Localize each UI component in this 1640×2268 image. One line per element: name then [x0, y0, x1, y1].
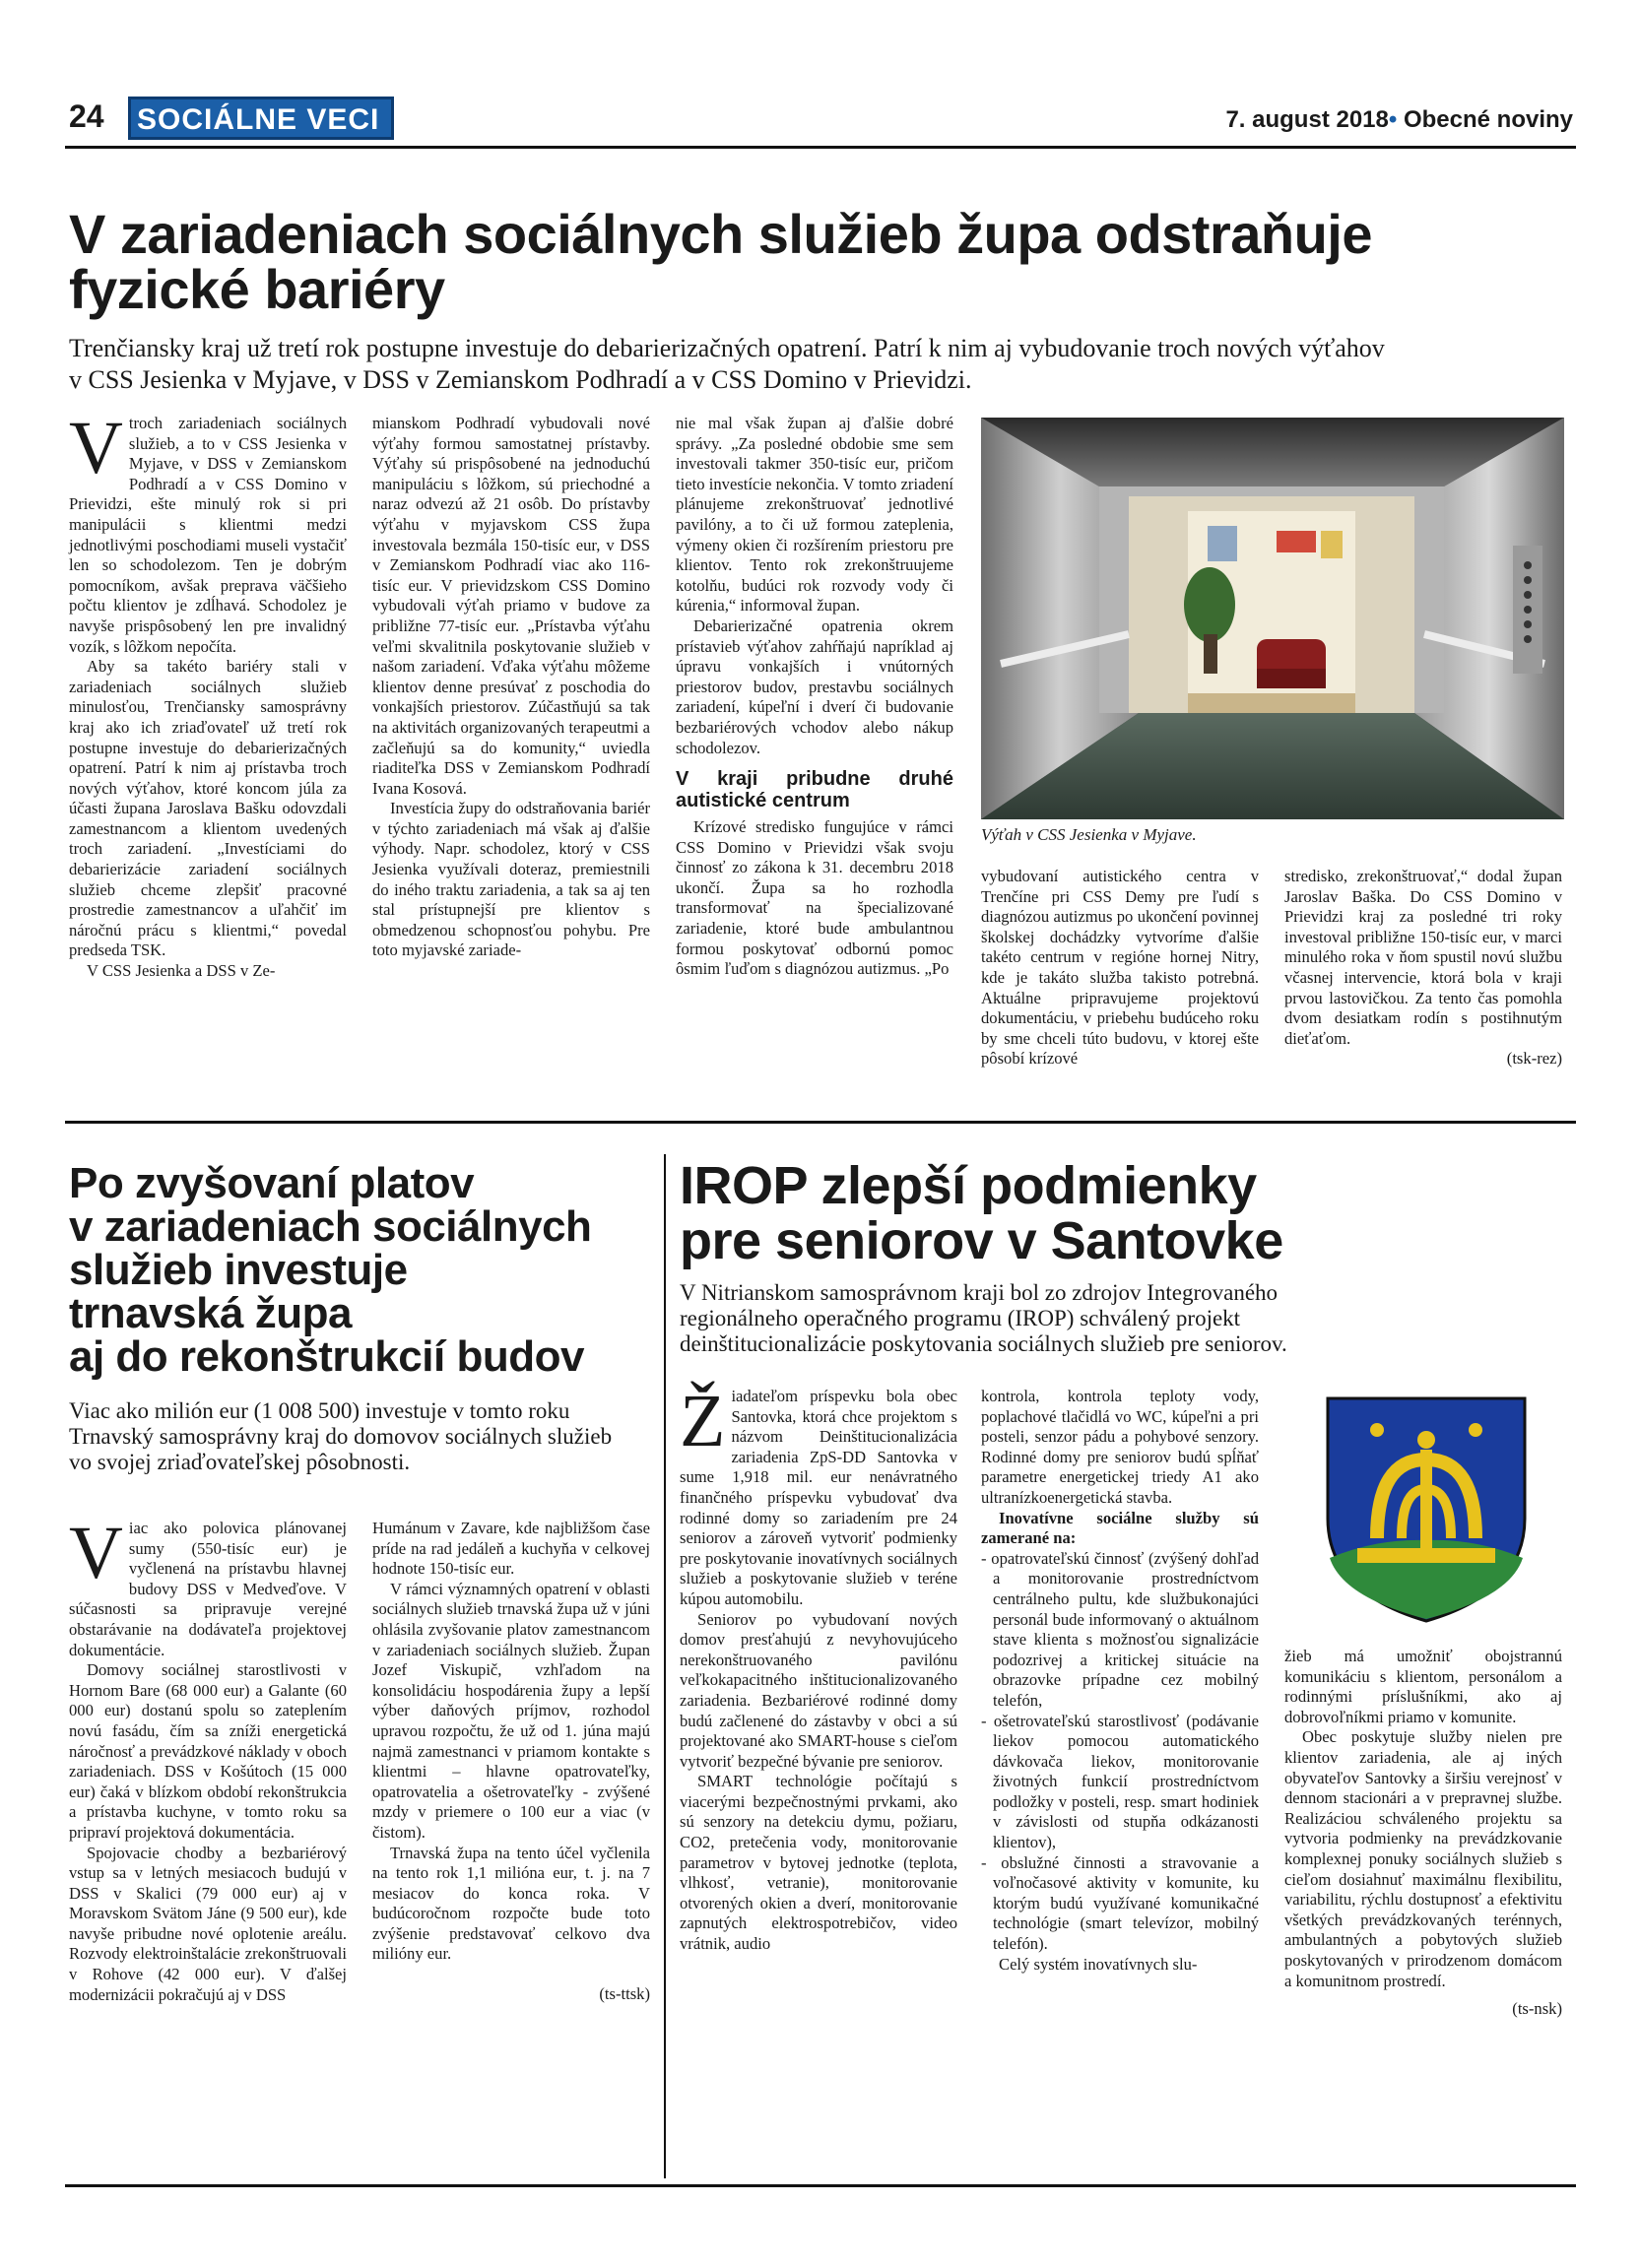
section-label: SOCIÁLNE VECI: [128, 97, 394, 140]
photo-caption: Výťah v CSS Jesienka v Myjave.: [981, 825, 1197, 844]
page-number: 24: [69, 98, 104, 134]
article2-headline-line4: trnavská župa: [69, 1289, 352, 1337]
footer-rule: [65, 2184, 1576, 2187]
article1-column2: [372, 414, 650, 961]
masthead-info: [1225, 106, 1573, 134]
article1-col3-p1: nie mal však župan aj ďalšie dobré správy. „Za posledné obdobie sme sem investovali takmer 350-tisíc eur, pričom tieto investície nekončia. V tomto zriadení plánujeme zrekonštruovať jednotlivé pavilóny, a to či už formou zateplenia, výmeny okien či rozšírením priestoru pre klientov. Tento rok zrekonštruujeme kotolňu, budúci rok rozvody vody či kúrenia,“ informoval župan.: [676, 414, 953, 616]
article1-lead-line2: v CSS Jesienka v Myjave, v DSS v Zemianskom Podhradí a v CSS Domino v Prievidzi.: [69, 365, 972, 394]
drop-cap: Ž: [680, 1380, 726, 1462]
article2-column1: [69, 1512, 347, 2005]
article1-subheading: V kraji pribudne druhé autistické centrum: [676, 768, 953, 812]
article1-column5: [1284, 867, 1562, 1069]
article1-lead-line1: Trenčiansky kraj už tretí rok postupne investuje do debarierizačných opatrení. Patrí k nim aj vybudovanie troch nových výťahov: [69, 334, 1385, 362]
article1-col2-p2: Investícia župy do odstraňovania bariér v týchto zariadeniach má však aj ďalšie výhody. Napr. schodolez, ktorý v CSS Jesienka využívali doteraz, premiestnili do iného traktu zariadenia, a tak sa aj ten stal prístupnejší pre klientov s obmedzenou schopnosťou pohybu. Pre toto myjavské zariade-: [372, 799, 650, 960]
article3-col2-p1: kontrola, kontrola teploty vody, poplachové tlačidlá vo WC, kúpeľni a pri posteli, senzor pádu a pohybové senzory. Rodinné domy pre seniorov budú spĺňať parametre energetickej triedy A1 ako ultranízkoenergetická stavba.: [981, 1387, 1259, 1507]
article3-headline-line2: pre seniorov v Santovke: [680, 1211, 1283, 1270]
article2-col2-p2: V rámci významných opatrení v oblasti sociálnych služieb trnavská župa už v júni ohlásila zvyšovanie platov zamestnancom v zariadeniach sociálnych služieb. Župan Jozef Viskupič, vzhľadom na konsolidáciu hospodárenia župy a lepší výber daňových príjmov, rozhodol upravou rozpočtu, že už od 1. júna majú najmä zamestnanci v priamom kontakte s klientmi – hlavne opatrovateľky, opatrovatelia a ošetrovateľky - zvýšené mzdy v priemere o 100 eur a viac (v čistom).: [372, 1579, 650, 1842]
article3-col1-p3: SMART technológie počítajú s viacerými bezpečnostnými prvkami, ako sú senzory na detekciu dymu, požiaru, CO2, pretečenia vody, monitorovanie parametrov v bytovej jednotke (teplota, vlhkosť, vetranie), monitorovanie otvorených okien a dverí, monitorovanie zapnutých elektrospotrebičov, video vrátnik, audio: [680, 1772, 957, 1954]
article3-col3-p2: Obec poskytuje služby nielen pre klientov zariadenia, ale aj iných obyvateľov Santovky a širšiu verejnosť v dennom stacionári a v prepravnej službe. Realizáciou schváleného projektu sa vytvoria podmienky na prevádzkovanie komplexnej ponuky sociálnych služieb s cieľom dosiahnuť maximálnu flexibilitu, variabilitu, rýchlu dostupnosť a efektivitu všetkých prevádzkovaných terénnych, ambulantných a pobytových služieb poskytovaných v prirodzenom domácom a komunitnom prostredí.: [1284, 1727, 1562, 1990]
article1-lead: [69, 333, 1556, 396]
article3-col2-heading: Inovatívne sociálne služby sú zamerané na:: [981, 1508, 1259, 1548]
column-divider: [664, 1154, 666, 2178]
article2-col1-p3: Spojovacie chodby a bezbariérový vstup sa v letných mesiacoch budujú v DSS v Skalici (79 000 eur) aj v Moravskom Svätom Jáne (9 500 eur), kde navyše pribudne nové oplotenie areálu. Rozvody elektroinštalácie zrekonštruovali v Rohove (42 000 eur). V ďalšej modernizácii pokračujú aj v DSS: [69, 1843, 347, 2004]
article1-column3: [676, 414, 953, 980]
issue-date: 7. august 2018: [1225, 106, 1389, 133]
drop-cap: V: [69, 407, 123, 489]
list-item: - obslužné činnosti a stravovanie a voľnočasové aktivity v komunite, ku ktorým budú využívané komunikačné technológie (smart televízor, mobilný telefón).: [981, 1852, 1259, 1954]
article1-col1-p1: troch zariadeniach sociálnych služieb, a to v CSS Jesienka v Myjave, v DSS v Zemianskom Podhradí a v CSS Domino v Prievidzi, ešte minulý rok si pri manipulácii s klientmi medzi jednotlivými poschodiami museli vystačiť len so schodolezom. Ten je dobrým pomocníkom, avšak preprava väčšieho počtu klientov je zdĺhavá. Schodolez je navyše prispôsobený len pre invalidný vozík, s lôžkom nepočíta.: [69, 414, 347, 656]
article3-lead: [680, 1280, 1566, 1357]
article2-headline: [69, 1159, 660, 1381]
services-list: [981, 1549, 1259, 1955]
article1-signature: (tsk-rez): [1506, 1049, 1562, 1069]
article3-column2: [981, 1387, 1259, 1975]
article3-col3-p1: žieb má umožniť obojstrannú komunikáciu s klientom, personálom a rodinnými príslušníkmi, ako aj dobrovoľníkmi priamo v komunite.: [1284, 1647, 1562, 1726]
article1-headline-line2: fyzické bariéry: [69, 258, 445, 320]
article3-column3: [1284, 1647, 1562, 2020]
article1-col1-p2: Aby sa takéto bariéry stali v zariadeniach sociálnych služieb minulosťou, Trenčiansky samosprávny kraj ako ich zriaďovateľ už tretí rok postupne investuje do debarierizačných opatrení. Patrí k nim aj prístavba troch nových výťahov, ktoré koncom júla za účasti župana Jaroslava Bašku odovzdali zamestnancom a klientom uvedených troch zariadení. „Investíciami do debarierizácie zariadení sociálnych služieb chceme zlepšiť pracovné prostredie zamestnancov a uľahčiť im náročnú prácu s klientmi,“ povedal predseda TSK.: [69, 657, 347, 960]
article1-col1-p3: V CSS Jesienka a DSS v Ze-: [87, 961, 276, 981]
article1-col4-p1: vybudovaní autistického centra v Trenčíne pri CSS Demy pre ľudí s diagnózou autizmus po ukončení povinnej školskej dochádzky vytvoríme ďalšie takéto centrum v regióne hornej Nitry, kde je takáto služba takisto potrebná. Aktuálne pripravujeme projektovú dokumentáciu, v priebehu budúceho roku by sme chceli túto budovu, v ktorej ešte pôsobí krízové: [981, 867, 1259, 1069]
article1-column4: [981, 867, 1259, 1069]
article3-col1-p2: Seniorov po vybudovaní nových domov presťahujú z nevyhovujúceho nerekonštruovaného pavilónu veľkokapacitného inštitucionalizovaného zariadenia. Bezbariérové rodinné domy budú začlenené do zástavby v obci a sú projektované ako SMART-house s cieľom vytvoriť bezpečné bývanie pre seniorov.: [680, 1609, 957, 1771]
article3-lead-line3: deinštitucionalizácie poskytovania sociálnych služieb pre seniorov.: [680, 1331, 1287, 1356]
article2-col1-p1: iac ako polovica plánovanej sumy (550-tisíc eur) je vyčlenená na prístavbu hlavnej budovy DSS v Medveďove. V súčasnosti sa pripravuje verejné obstarávanie na dodávateľa projektovej dokumentácie.: [69, 1519, 347, 1659]
article3-lead-line1: V Nitrianskom samosprávnom kraji bol zo zdrojov Integrovaného: [680, 1280, 1279, 1305]
article2-headline-line5: aj do rekonštrukcií budov: [69, 1332, 584, 1381]
article1-col3-p2: Debarierizačné opatrenia okrem prístavieb výťahov zahŕňajú napríklad aj úpravu vonkajších i vnútorných priestorov budov, prestavbu sociálnych zariadení, kúpeľní i dverí či budovanie bezbariérových vchodov alebo nákup schodolezov.: [676, 616, 953, 757]
article3-col1-p1: iadateľom príspevku bola obec Santovka, ktorá chce projektom s názvom Deinštitucionalizácia zariadenia ZpS-DD Santovka v sume 1,918 mil. eur nenávratného finančného príspevku vybudovať dva rodinné domy so zariadením pre 24 seniorov a zároveň vytvoriť podmienky pre poskytovanie inovatívnych sociálnych služieb a poskytovanie služieb v teréne kúpou automobilu.: [680, 1387, 957, 1608]
section-divider: [65, 1121, 1576, 1124]
article2-col2-p1: Humánum v Zavare, kde najbližšom čase príde na rad jedáleň a kuchyňa v celkovej hodnote 150-tisíc eur.: [372, 1519, 650, 1579]
article3-column1: [680, 1380, 957, 1955]
article2-column2: [372, 1519, 650, 2005]
article2-headline-line3: služieb investuje: [69, 1246, 408, 1294]
drop-cap: V: [69, 1512, 123, 1594]
article3-col2-p2: Celý systém inovatívnych slu-: [999, 1954, 1198, 1974]
article3-lead-line2: regionálneho operačného programu (IROP) schválený projekt: [680, 1306, 1241, 1330]
article2-col1-p2: Domovy sociálnej starostlivosti v Hornom Bare (68 000 eur) a Galante (60 000 eur) dostanú spolu so zateplením novú fasádu, čím sa zníži energetická náročnosť a prevádzkové náklady v oboch zariadeniach. DSS v Košútoch (15 000 eur) čaká v blízkom období rekonštrukcia a prístavba kuchyne, v tomto roku sa pripraví projektová dokumentácia.: [69, 1660, 347, 1842]
header-rule: [65, 146, 1576, 149]
list-item: - opatrovateľskú činnosť (zvýšený dohľad a monitorovanie prostredníctvom centrálneho pultu, kde službukonajúci personál bude informovaný o aktuálnom stave klienta s možnosťou signalizácie podozrivej a kritickej situácie na obrazovke prípadne cez mobilný telefón,: [981, 1548, 1259, 1710]
article1-col5-p1: stredisko, zrekonštruovať,“ dodal župan Jaroslav Baška. Do CSS Domino v Prievidzi kraj za posledné tri roky investoval približne 150-tisíc eur, v marci minulého roka v ňom spustil novú službu včasnej intervencie, ktorá bola v kraji prvou lastovičkou. Za tento čas pomohla dvom desiatkam rodín s postihnutým dieťaťom.: [1284, 867, 1562, 1048]
article2-signature: (ts-ttsk): [599, 1984, 650, 2004]
article3-signature: (ts-nsk): [1512, 1999, 1562, 2019]
article1-col2-p1: mianskom Podhradí vybudovali nové výťahy formou samostatnej prístavby. Výťahy sú prispôsobené na jednoduchú manipuláciu s lôžkom, sú priechodné a naraz odvezú až 21 osôb. Do prístavby výťahu v myjavskom CSS župa investovala bezmála 150-tisíc eur, v DSS v Zemianskom Podhradí viac ako 116-tisíc eur. V prievidzskom CSS Domino vybudovali výťah priamo v budove za približne 77-tisíc eur. „Prístavba výťahu veľmi skvalitnila poskytovanie služieb v našom zariadení. Vďaka výťahu môžeme klientov denne presúvať z poschodia do vonkajších priestorov. Zúčastňujú sa tak na aktivitách organizovaných terapeutmi a začleňujú sa do komunity,“ uviedla riaditeľka DSS v Zemianskom Podhradí Ivana Kosová.: [372, 414, 650, 798]
santovka-crest: [1318, 1391, 1535, 1627]
article1-headline: [69, 203, 1527, 320]
article1-column1: [69, 407, 347, 982]
article2-lead: Viac ako milión eur (1 008 500) investuje v tomto roku Trnavský samosprávny kraj do domovov sociálnych služieb vo svojej zriaďovateľskej pôsobnosti.: [69, 1398, 613, 1474]
article3-headline-line1: IROP zlepší podmienky: [680, 1156, 1257, 1215]
article2-col2-p3: Trnavská župa na tento účel vyčlenila na tento rok 1,1 milióna eur, t. j. na 7 mesiacov do konca roka. V budúcoročnom rozpočte bude toto zvýšenie predstavovať celkovo dva milióny eur.: [372, 1843, 650, 1964]
article2-headline-line2: v zariadeniach sociálnych: [69, 1202, 592, 1251]
article3-headline: [680, 1158, 1566, 1268]
article1-col3-p3: Krízové stredisko fungujúce v rámci CSS Domino v Prievidzi však svoju činnosť zo zákona k 31. decembru 2018 ukončí. Župa sa ho rozhodla transformovať na špecializované zariadenie, ktoré bude ambulantnou formou poskytovať odbornú pomoc ôsmim ľuďom s diagnózou autizmus. „Po: [676, 817, 953, 979]
elevator-photo: [981, 418, 1564, 819]
article1-headline-line1: V zariadeniach sociálnych služieb župa odstraňuje: [69, 203, 1372, 265]
article2-headline-line1: Po zvyšovaní platov: [69, 1159, 475, 1207]
bullet: •: [1388, 106, 1398, 133]
list-item: - ošetrovateľskú starostlivosť (podávanie liekov pomocou automatického dávkovača liekov, monitorovanie životných funkcií prostredníctvom podložky v posteli, resp. smart hodiniek v závislosti od stupňa odkázanosti klientov),: [981, 1711, 1259, 1852]
newspaper-name: Obecné noviny: [1403, 106, 1573, 133]
